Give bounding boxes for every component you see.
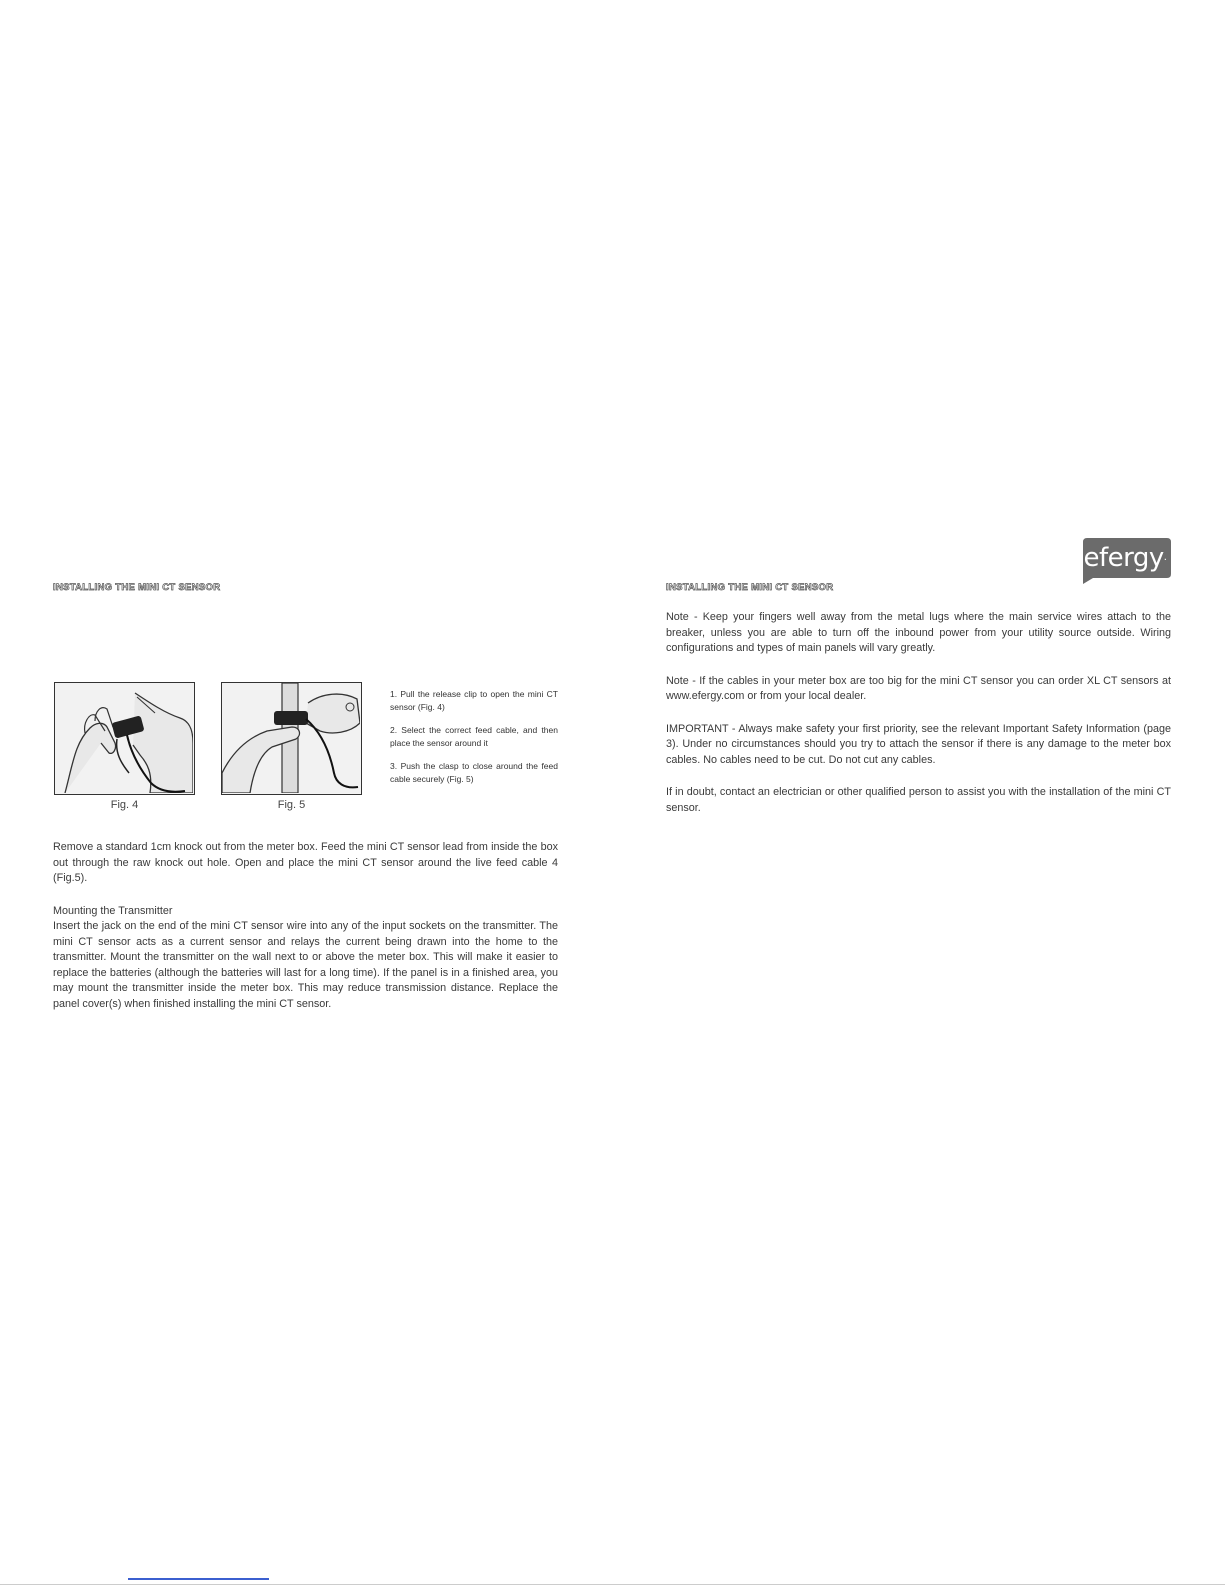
figure-5-caption: Fig. 5: [277, 799, 306, 811]
installation-steps: [390, 688, 558, 796]
figure-4-caption: Fig. 4: [110, 799, 139, 811]
step-3: 3. Push the clasp to close around the feed cable securely (Fig. 5): [390, 761, 558, 784]
logo-wordmark: efergy.: [1083, 543, 1167, 573]
section-heading: INSTALLING THE MINI CT SENSOR: [53, 582, 221, 593]
figure-4-illustration: [54, 682, 195, 795]
left-page: [0, 0, 612, 1585]
hands-close-sensor-illustration: [222, 683, 360, 793]
right-page: [612, 0, 1225, 1585]
link-underline: [128, 1578, 269, 1580]
step-2: 2. Select the correct feed cable, and then place the sensor around it: [390, 725, 558, 748]
right-body: [666, 610, 1171, 816]
step-1: 1. Pull the release clip to open the mini CT sensor (Fig. 4): [390, 689, 558, 712]
section-heading: INSTALLING THE MINI CT SENSOR: [666, 582, 834, 593]
note-fingers: Note - Keep your fingers well away from the metal lugs where the main service wires attach to the breaker, unless you are able to turn off the inbound power from your utility source outside. Wiring configurations and types of main panels will vary greatly.: [666, 611, 1171, 654]
knockout-paragraph: Remove a standard 1cm knock out from the meter box. Feed the mini CT sensor lead from inside the box out through the raw knock out hole. Open and place the mini CT sensor around the live feed cable 4 (Fig.5).: [53, 841, 558, 884]
mounting-paragraph: Insert the jack on the end of the mini CT sensor wire into any of the input sockets on the transmitter. The mini CT sensor acts as a current sensor and relays the current being drawn into the home to the transmitter. Mount the transmitter on the wall next to or above the meter box. This will make it easier to replace the batteries (although the batteries will last for a long time). If the panel is in a finished area, you may mount the transmitter inside the meter box. This may reduce transmission distance. Replace the panel cover(s) when finished installing the mini CT sensor.: [53, 920, 558, 1010]
efergy-logo: [1079, 538, 1171, 584]
note-xl-sensors: Note - If the cables in your meter box are too big for the mini CT sensor you can order XL CT sensors at www.efergy.com or from your local dealer.: [666, 674, 1171, 702]
hands-open-sensor-illustration: [55, 683, 193, 793]
important-safety: IMPORTANT - Always make safety your first priority, see the relevant Important Safety Information (page 3). Under no circumstances should you try to attach the sensor if there is any damage to the meter box cables. No cables need to be cut. Do not cut any cables.: [666, 722, 1171, 766]
figure-5-illustration: [221, 682, 362, 795]
left-body: [53, 840, 558, 1012]
mounting-title: Mounting the Transmitter: [53, 904, 173, 917]
if-in-doubt: If in doubt, contact an electrician or other qualified person to assist you with the installation of the mini CT sensor.: [666, 786, 1171, 814]
